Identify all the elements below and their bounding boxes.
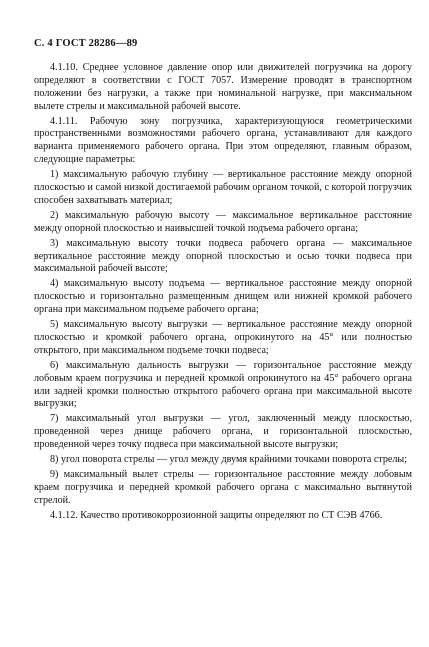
list-item-8: 8) угол поворота стрелы — угол между двумя крайними точками поворота стрелы; — [50, 454, 408, 466]
list-item-5: 5) максимальную высоту выгрузки — вертикальное расстояние между опорной плоскостью и кромкой рабочего органа, опрокинутого на 45° или полностью открытого, при максимальном подъеме точки подвеса; — [34, 319, 412, 356]
document-body — [34, 62, 412, 525]
list-item-2: 2) максимальную рабочую высоту — максимальное вертикальное расстояние между опорной плоскостью и наивысшей точкой подъема рабочего органа; — [34, 209, 412, 234]
list-item-4: 4) максимальную высоту подъема — вертикальное расстояние между опорной плоскостью и горизонтально размещенным днищем или нижней кромкой рабочего органа при максимальном подъеме рабочего органа; — [34, 278, 412, 316]
list-item-7: 7) максимальный угол выгрузки — угол, заключенный между плоскостью, проведенной через днище рабочего органа, и горизонтальной плоскостью, проведенной через точку подвеса при максимальной высоте выгрузки; — [34, 413, 412, 451]
paragraph-4-1-11: 4.1.11. Рабочую зону погрузчика, характеризующуюся геометрическими пространственными возможностями рабочего органа, устанавливают для каждого варианта применяемого рабочего органа. При этом определяют, главным образом, следующие параметры: — [34, 115, 412, 166]
list-item-6: 6) максимальную дальность выгрузки — горизонтальное расстояние между лобовым краем погрузчика и передней кромкой опрокинутого на 45° рабочего органа или задней кромки полностью открытого рабочего органа при максимальной высоте выгрузки; — [34, 359, 412, 410]
page-header: С. 4 ГОСТ 28286—89 — [34, 38, 138, 49]
list-item-3: 3) максимальную высоту точки подвеса рабочего органа — максимальное вертикальное расстояние между опорной плоскостью и осью точки подвеса при максимальной рабочей высоте; — [34, 237, 412, 275]
paragraph-4-1-10: 4.1.10. Среднее условное давление опор или движителей погрузчика на дорогу определяют в соответствии с ГОСТ 7057. Измерение проводят в транспортном положении без нагрузки, а также при номинальной нагрузке, при максимальном вылете стрелы и максимальной рабочей высоте. — [34, 62, 412, 112]
list-item-9: 9) максимальный вылет стрелы — горизонтальное расстояние между лобовым краем погрузчика и передней кромкой рабочего органа с максимально вытянутой стрелой. — [34, 469, 412, 506]
list-item-1: 1) максимальную рабочую глубину — вертикальное расстояние между опорной плоскостью и самой низкой достигаемой рабочим органом точкой, с которой погрузчик способен захватывать материал; — [34, 169, 412, 206]
paragraph-4-1-12: 4.1.12. Качество противокоррозионной защиты определяют по СТ СЭВ 4766. — [50, 509, 383, 521]
